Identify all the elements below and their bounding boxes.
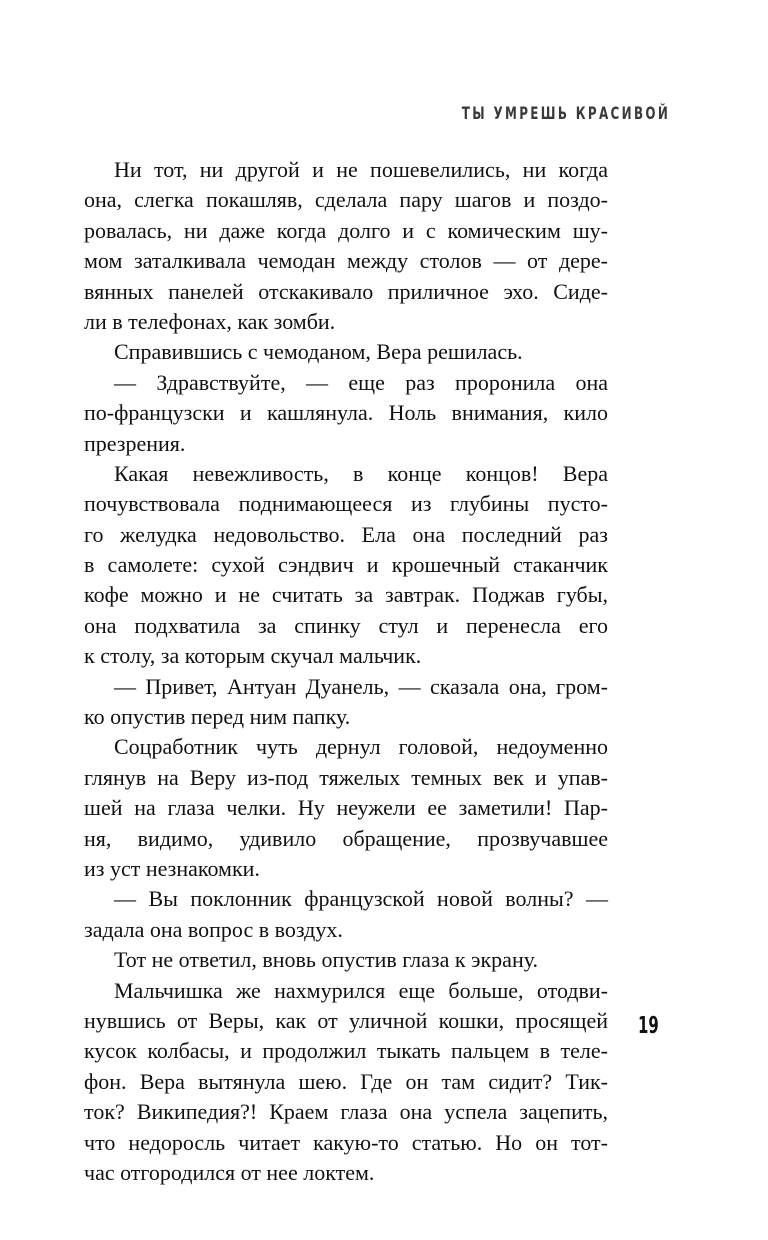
text-line: к столу, за которым скучал мальчик.	[84, 643, 422, 669]
text-line: Мальчишка же нахмурился еще больше, отодви-	[114, 977, 608, 1003]
text-line: ня, видимо, удивило обращение, прозвучавшее	[84, 825, 608, 851]
text-line: глянув на Веру из-под тяжелых темных век и упав-	[84, 764, 608, 790]
text-line: по-французски и кашлянула. Ноль внимания, кило	[84, 400, 608, 426]
text-line: Какая невежливость, в конце концов! Вера	[114, 460, 608, 486]
text-line: Справившись с чемоданом, Вера решилась.	[114, 339, 523, 365]
text-line: — Привет, Антуан Дуанель, — сказала она, гром-	[114, 673, 608, 699]
text-line: го желудка недовольство. Ела она последний раз	[84, 521, 608, 547]
text-line: Соцработник чуть дернул головой, недоуменно	[114, 734, 608, 760]
text-line: она, слегка покашляв, сделала пару шагов и поздо-	[84, 187, 608, 213]
text-line: что недоросль читает какую-то статью. Но он тот-	[84, 1129, 608, 1155]
text-line: Тот не ответил, вновь опустив глаза к экрану.	[114, 947, 539, 973]
text-line: фон. Вера вытянула шею. Где он там сидит? Тик-	[84, 1068, 608, 1094]
page-number: 19	[638, 1013, 659, 1039]
text-line: нувшись от Веры, как от уличной кошки, просящей	[84, 1007, 608, 1033]
text-line: — Здравствуйте, — еще раз проронила она	[114, 369, 608, 395]
text-line: презрения.	[84, 430, 186, 456]
text-line: почувствовала поднимающееся из глубины пусто-	[84, 491, 608, 517]
text-line: задала она вопрос в воздух.	[84, 916, 343, 942]
text-line: вянных панелей отскакивало приличное эхо. Сиде-	[84, 278, 608, 304]
body-text	[84, 155, 608, 1188]
text-line: ток? Википедия?! Краем глаза она успела зацепить,	[84, 1099, 608, 1125]
text-line: шей на глаза челки. Ну неужели ее заметили! Пар-	[84, 795, 608, 821]
text-line: кусок колбасы, и продолжил тыкать пальцем в теле-	[84, 1038, 608, 1064]
text-line: — Вы поклонник французской новой волны? —	[114, 886, 608, 912]
text-line: ли в телефонах, как зомби.	[84, 308, 336, 334]
text-line: из уст незнакомки.	[84, 855, 260, 881]
text-line: в самолете: сухой сэндвич и крошечный стаканчик	[84, 552, 608, 578]
running-head: ТЫ УМРЕШЬ КРАСИВОЙ	[461, 104, 670, 124]
text-line: ровалась, ни даже когда долго и с комическим шу-	[84, 217, 608, 243]
text-line: ко опустив перед ним папку.	[84, 704, 351, 730]
text-line: кофе можно и не считать за завтрак. Поджав губы,	[84, 582, 608, 608]
text-line: она подхватила за спинку стул и перенесла его	[84, 612, 608, 638]
text-line: Ни тот, ни другой и не пошевелились, ни когда	[114, 157, 608, 182]
text-line: час отгородился от нее локтем.	[84, 1159, 375, 1185]
text-line: мом заталкивала чемодан между столов — от дере-	[84, 248, 608, 274]
